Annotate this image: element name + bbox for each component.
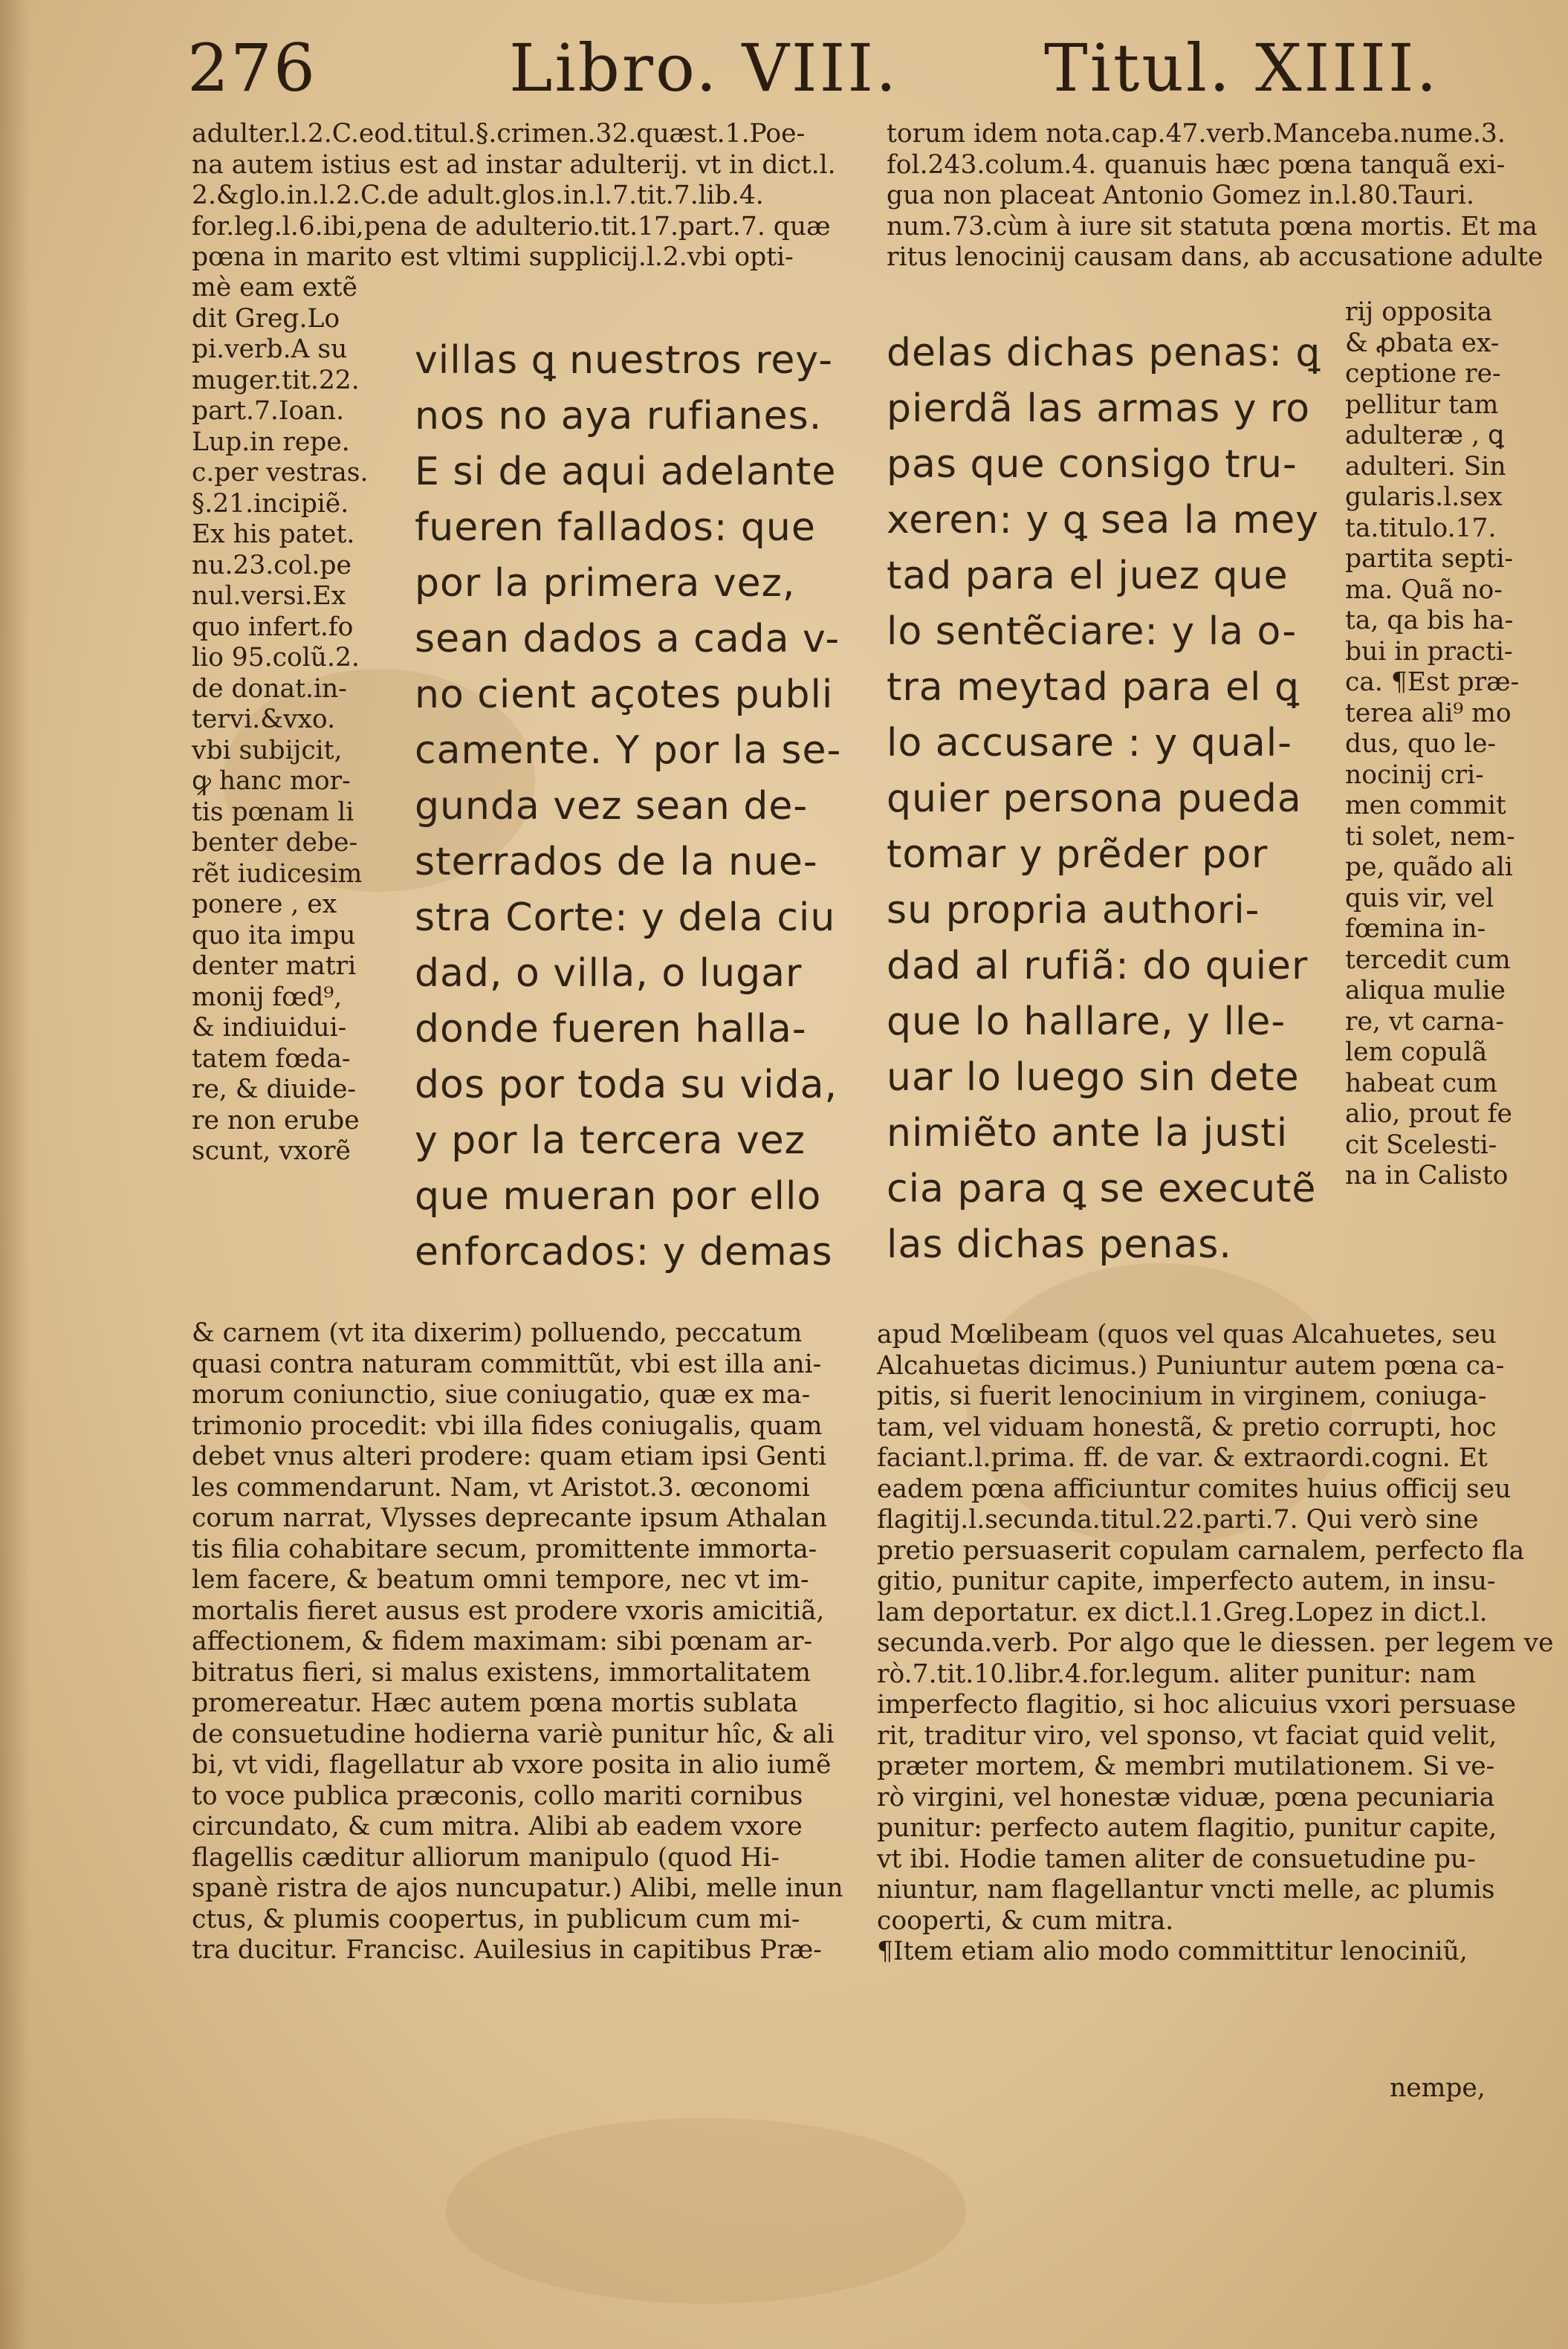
catchword: nempe, (1390, 2073, 1486, 2103)
right-bottom-commentary: apud Mœlibeam (quos vel quas Alcahuetes, seu Alcahuetas dicimus.) Puniuntur autem pœna ca- pitis, si fuerit lenocinium in virginem, coniuga- tam, vel viduam honestã, & pretio corrupti, hoc faciant.l.prima. ff. de var. & extraordi.cogni. Et eadem pœna afficiuntur comites huius officij seu flagitij.l.secunda.titul.22.parti.7. Qui verò sine pretio persuaserit copulam carnalem, perfecto fla gitio, punitur capite, imperfecto autem, in insu- lam deportatur. ex dict.l.1.Greg.Lopez in dict.l. secunda.verb. Por algo que le diessen. per legem ve rò.7.tit.10.libr.4.for.legum. aliter punitur: nam imperfecto flagitio, si hoc alicuius vxori persuase rit, traditur viro, vel sponso, vt faciat quid velit, præter mortem, & membri mutilationem. Si ve- rò virgini, vel honestæ viduæ, pœna pecuniaria punitur: perfecto autem flagitio, punitur capite, vt ibi. Hodie tamen aliter de consuetudine pu- niuntur, nam flagellantur vncti melle, ac plumis cooperti, & cum mitra. ¶Item etiam alio modo committitur lenociniũ, (877, 1320, 1554, 1966)
left-law-text: villas ꝗ nuestros rey- nos no aya rufianes. E si de aqui adelante fueren fallados: que por la primera vez, sean dados a cada v- no cient açotes publi camente. Y por la se- gunda vez sean de- sterrados de la nue- stra Corte: y dela ciu dad, o villa, o lugar donde fueren halla- dos por toda su vida, y por la tercera vez que mueran por ello enforcados: y demas (415, 338, 842, 1274)
left-side-commentary: mè eam extẽ dit Greg.Lo pi.verb.A su muger.tit.22. part.7.Ioan. Lup.in repe. c.per vestras. §.21.incipiẽ. Ex his patet. nu.23.col.pe nul.versi.Ex quo infert.fo lio 95.colũ.2. de donat.in- tervi.&vxo. vbi subijcit, ꝙ hanc mor- tis pœnam li benter debe- rẽt iudicesim ponere , ex quo ita impu denter matri monij fœd⁹, & indiuidui- tatem fœda- re, & diuide- re non erube scunt, vxorẽ (192, 273, 369, 1166)
left-bottom-commentary: & carnem (vt ita dixerim) polluendo, peccatum quasi contra naturam committũt, vbi est illa ani- morum coniunctio, siue coniugatio, quæ ex ma- trimonio procedit: vbi illa fides coniugalis, quam debet vnus alteri prodere: quam etiam ipsi Genti les commendarunt. Nam, vt Aristot.3. œconomi corum narrat, Vlysses deprecante ipsum Athalan tis filia cohabitare secum, promittente immorta- lem facere, & beatum omni tempore, nec vt im- mortalis fieret ausus est prodere vxoris amicitiã, affectionem, & fidem maximam: sibi pœnam ar- bitratus fieri, si malus existens, immortalitatem promereatur. Hæc autem pœna mortis sublata de consuetudine hodierna variè punitur hîc, & ali bi, vt vidi, flagellatur ab vxore posita in alio iumẽ to voce publica præconis, collo mariti cornibus circundato, & cum mitra. Alibi ab eadem vxore flagellis cæditur alliorum manipulo (quod Hi- spanè ristra de ajos nuncupatur.) Alibi, melle inun ctus, & plumis coopertus, in publicum cum mi- tra ducitur. Francisc. Auilesius in capitibus Præ- (192, 1318, 843, 1965)
right-top-commentary: torum idem nota.cap.47.verb.Manceba.nume.3. fol.243.colum.4. quanuis hæc pœna tanquã exi- gua non placeat Antonio Gomez in.l.80.Tauri. num.73.cùm à iure sit statuta pœna mortis. Et ma ritus lenocinij causam dans, ab accusatione adulte (887, 119, 1543, 272)
left-top-commentary: adulter.l.2.C.eod.titul.§.crimen.32.quæst.1.Poe- na autem istius est ad instar adulterij. vt in dict.l. 2.&glo.in.l.2.C.de adult.glos.in.l.7.tit.7.lib.4. for.leg.l.6.ibi,pena de adulterio.tit.17.part.7. quæ pœna in marito est vltimi supplicij.l.2.vbi opti- (192, 119, 836, 272)
right-law-text: delas dichas penas: ꝗ pierdã las armas y ro pas que consigo tru- xeren: y ꝗ sea la mey tad para el juez que lo sentẽciare: y la o- tra meytad para el ꝗ lo accusare : y qual- quier persona pueda tomar y prẽder por su propria authori- dad al rufiã: do quier que lo hallare, y lle- uar lo luego sin dete nimiẽto ante la justi cia para ꝗ se executẽ las dichas penas. (887, 331, 1321, 1267)
right-side-commentary: rij opposita & ꝓbata ex- ceptione re- pellitur tam adulteræ , ꝗ adulteri. Sin gularis.l.sex ta.titulo.17. partita septi- ma. Quã no- ta, qa bis ha- bui in practi- ca. ¶Est præ- terea ali⁹ mo dus, quo le- nocinij cri- men commit ti solet, nem- pe, quãdo ali quis vir, vel fœmina in- tercedit cum aliqua mulie re, vt carna- lem copulã habeat cum alio, prout fe cit Scelesti- na in Calisto (1345, 297, 1520, 1190)
paper-stain (446, 2118, 966, 2304)
book-heading: Libro. VIII. (509, 30, 899, 106)
title-heading: Titul. XIIII. (1044, 30, 1439, 106)
page-number: 276 (187, 30, 317, 106)
running-header (0, 22, 1568, 111)
binding-shadow (0, 0, 30, 2349)
